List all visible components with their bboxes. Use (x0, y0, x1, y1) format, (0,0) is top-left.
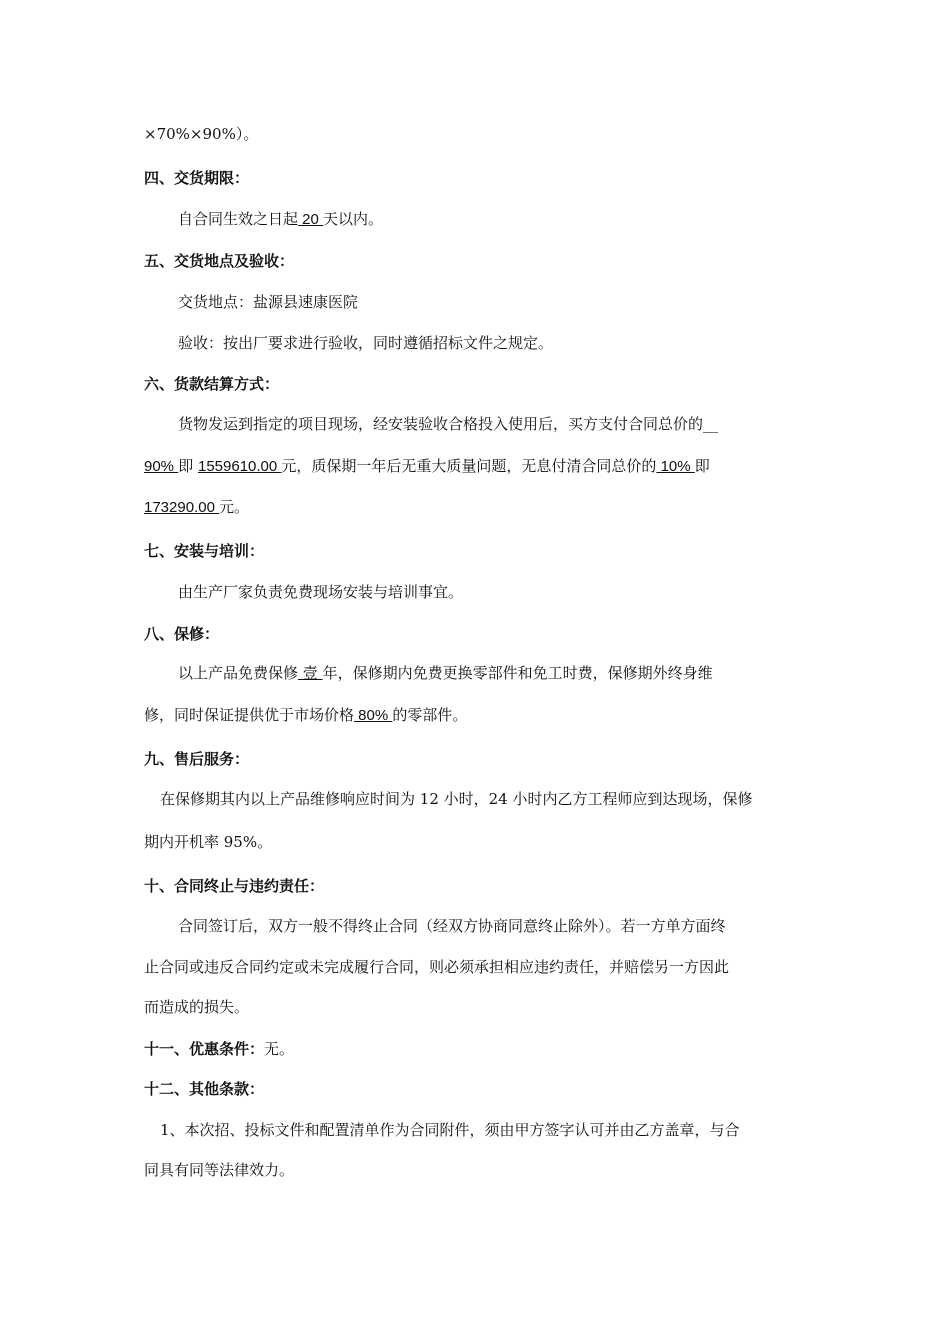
section-9-heading: 九、售后服务： (144, 750, 250, 768)
other-terms-line-2: 同具有同等法律效力。 (144, 1161, 295, 1179)
section-8-heading: 八、保修： (144, 625, 220, 643)
payment-line-3 (144, 497, 249, 518)
payment-amount-2: 173290.00 (144, 499, 220, 516)
service-line-2: 期内开机率 95%。 (144, 833, 273, 851)
payment-ji-1: 即 (178, 457, 198, 475)
warranty-prefix: 以上产品免费保修 (178, 664, 299, 682)
payment-percent-1: 90% (144, 458, 179, 475)
delivery-days-value: 20 (298, 211, 324, 228)
delivery-period-prefix: 自合同生效之日起 (178, 210, 299, 228)
installation-text: 由生产厂家负责免费现场安装与培训事宜。 (178, 583, 464, 601)
warranty-text-1: 年，保修期内免费更换零部件和免工时费，保修期外终身维 (322, 664, 713, 682)
warranty-text-2: 修，同时保证提供优于市场价格 (144, 706, 355, 724)
termination-line-2: 止合同或违反合同约定或未完成履行合同，则必须承担相应违约责任，并赔偿另一方因此 (144, 958, 730, 976)
section-7-heading: 七、安装与培训： (144, 542, 265, 560)
payment-blank: __ (703, 415, 719, 433)
section-4-heading: 四、交货期限： (144, 169, 250, 187)
warranty-years-value: 壹 (298, 664, 323, 682)
payment-text-1: 货物发运到指定的项目现场，经安装验收合格投入使用后，买方支付合同总价的 (178, 415, 704, 433)
formula-text: ×70%×90%）。 (144, 125, 259, 143)
other-terms-line-1: 1、本次招、投标文件和配置清单作为合同附件，须由甲方签字认可并由乙方盖章，与合 (160, 1121, 740, 1139)
warranty-price-percent: 80% (354, 707, 393, 724)
acceptance-text: 验收：按出厂要求进行验收，同时遵循招标文件之规定。 (178, 334, 554, 352)
section-10-heading: 十、合同终止与违约责任： (144, 877, 325, 895)
payment-ji-2: 即 (694, 457, 710, 475)
payment-yuan: 元。 (219, 498, 250, 516)
service-line-1: 在保修期其内以上产品维修响应时间为 12 小时，24 小时内乙方工程师应到达现场，保修 (160, 790, 753, 808)
section-11-line (144, 1039, 294, 1059)
delivery-period-text (178, 209, 383, 230)
payment-line-1 (178, 414, 718, 434)
section-5-heading: 五、交货地点及验收： (144, 252, 295, 270)
payment-text-2: 元，质保期一年后无重大质量问题，无息付清合同总价的 (281, 457, 657, 475)
section-12-heading: 十二、其他条款： (144, 1080, 265, 1098)
section-6-heading: 六、货款结算方式： (144, 375, 280, 393)
section-11-heading: 十一、优惠条件： (144, 1040, 265, 1058)
termination-line-1: 合同签订后，双方一般不得终止合同（经双方协商同意终止除外）。若一方单方面终 (178, 917, 726, 935)
warranty-text-3: 的零部件。 (392, 706, 468, 724)
warranty-line-1 (178, 663, 713, 683)
delivery-period-suffix: 天以内。 (323, 210, 384, 228)
payment-amount-1: 1559610.00 (197, 458, 282, 475)
termination-line-3: 而造成的损失。 (144, 998, 250, 1016)
warranty-line-2 (144, 705, 467, 726)
payment-line-2 (144, 456, 710, 477)
discount-value: 无。 (264, 1040, 295, 1058)
continued-formula-line (144, 124, 258, 144)
payment-percent-2: 10% (656, 458, 695, 475)
delivery-place-text: 交货地点：盐源县速康医院 (178, 293, 359, 311)
